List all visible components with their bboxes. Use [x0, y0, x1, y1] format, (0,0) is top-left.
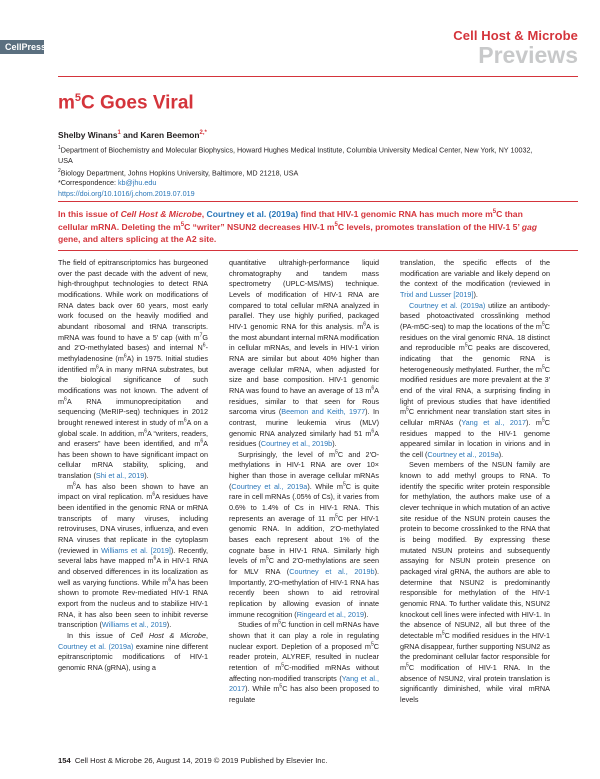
journal-header	[453, 28, 578, 69]
authors: Shelby Winans$^1$ and Karen Beemon$^{2,*}$	[58, 130, 207, 140]
affiliations	[58, 143, 548, 199]
abstract-top-rule	[58, 201, 578, 202]
affiliation-1: $^1$Department of Biochemistry and Molecular Biophysics, Howard Hughes Medical Institute, Columbia University Medical Center, New York, NY 10032, USA	[58, 145, 533, 165]
header-rule	[58, 76, 578, 77]
doi-link[interactable]: https://doi.org/10.1016/j.chom.2019.07.019	[58, 188, 195, 198]
affiliation-2: $^2$Biology Department, Johns Hopkins University, Baltimore, MD 21218, USA	[58, 167, 299, 178]
body-column-3: translation, the specific effects of the modification are variable and likely depend on the context of the modification (reviewed in Trixl and Lusser [2019]). Courtney et al. (2019a) utilize an antibody-based photoactivated crosslinking method (PA-m5C-seq) to map the locations of the $m^5C$ residues on the viral genomic RNA. 18 distinct and reproducible $m^5C$ peaks are discovered, indicating that the genomic RNA is heterogeneously methylated. Further, the $m^5C$ modified residues are more prevalent at the 3′ end of the viral RNA, a surprising finding in light of previous studies that have identified $m^5C$ enrichment near translation start sites in cellular mRNAs (Yang et al., 2017). $m^5C$ residues mapped to the HIV-1 genome appeared similar in location in virions and in the cell (Courtney et al., 2019a). Seven members of the NSUN family are known to add methyl groups to RNA. To identify the specific writer protein responsible for methylation, the authors make use of a clever technique in which mutation of an active site residue of the NSUN protein causes the protein to become crosslinked to the RNA that is being modified. By expressing these mutated NSUN proteins and subsequently assaying for NSUN protein presence on packaged viral gRNA, the authors are able to determine that NSUN2 is predominantly responsible for methylation of the HIV-1 genomic RNA. To further validate this, NSUN2 knockout cell lines were infected with HIV-1. In the absence of NSUN2, all but three of the detectable $m^5C$ modified residues in the HIV-1 gRNA disappear, further supporting NSUN2 as the predominant cellular factor responsible for $m^5C$ modification of HIV-1 RNA. In the absence of NSUN2, viral protein translation is significantly diminished, while viral mRNA levels	[400, 258, 551, 704]
body-column-1: The field of epitranscriptomics has burgeoned over the past decade with the advent of new, high-throughput technologies to detect RNA modifications. While work on modifications of RNA dates back over 60 years, most early work focused on the heavily modified and abundant ribosomal and tRNA transcripts. mRNA was found to have a 5′ cap (with $m^7G$ and 2′O-methylated bases) and internal $N^6$-methyladenosine $(m^6A)$ in 1975. Initial studies identified $m^6A$ in many mRNA substrates, but the biological significance of such modifications was not known. The advent of $m^6A$ RNA immunoprecipitation and sequencing (MeRIP-seq) techniques in 2012 brought renewed interest in study of $m^6A$ on a global scale. In addition, $m^6A$ “writers, readers, and erasers” have been identified, and $m^6A$ has been shown to have significant impact on cellular mRNA stability, splicing, and translation (Shi et al., 2019). $m^6A$ has also been shown to have an impact on viral replication. $m^6A$ residues have been identified in the genomic RNA or mRNA transcripts of many viruses, including retroviruses, DNA viruses, influenza, and even RNA viruses that replicate in the cytoplasm (reviewed in Williams et al. [2019]). Recently, several labs have mapped $m^6A$ in HIV-1 RNA and observed differences in its localization as well as varying functions. While $m^6A$ has been shown to promote Rev-mediated HIV-1 RNA export from the nucleus and to stabilize HIV-1 RNA, it has also been seen to inhibit reverse transcription (Williams et al., 2019). In this issue of Cell Host & Microbe, Courtney et al. (2019a) examine nine different epitranscriptomic modifications of HIV-1 genomic RNA (gRNA), using a	[58, 258, 209, 672]
journal-name: Cell Host & Microbe	[453, 28, 578, 43]
footer-citation: Cell Host & Microbe 26, August 14, 2019 © 2019 Published by Elsevier Inc.	[74, 756, 328, 765]
page-number: 154	[58, 756, 71, 765]
article-title: $m^5C$ Goes Viral	[58, 92, 194, 114]
body-column-2: quantitative ultrahigh-performance liquid chromatography and tandem mass spectrometry (UPLC-MS/MS) technique. Levels of modification of HIV-1 RNA are compared to total cellular mRNA analyzed in parallel. They use highly purified, packaged HIV-1 genomic RNA for this analysis. $m^6A$ is the most abundant internal mRNA modification in cellular mRNAs, and levels in HIV-1 virion RNA are similar but about 40% higher than average cellular mRNA, when adjusted for size and base composition. HIV-1 genomic RNA was found to have an average of 13 $m^6A$ residues, similar to that seen for Rous sarcoma virus (Beemon and Keith, 1977). In contrast, murine leukemia virus (MLV) genomic RNA analyzed similarly had 51 $m^6A$ residues (Courtney et al., 2019b). Surprisingly, the level of $m^5C$ and 2′O-methylations in HIV-1 RNA are over 10× higher than those in average cellular mRNAs (Courtney et al., 2019a). While $m^5C$ is quite rare in cell mRNAs (.05% of Cs), it varies from 0.6% to 1.4% of Cs in HIV-1 RNA. This represents an average of 11 $m^5C$ per HIV-1 genomic RNA. In addition, 2′O-methylated bases each represent about 1% of the cognate base in HIV-1 RNA. Similarly high levels of $m^5C$ and 2′O-methylations are seen for MLV RNA (Courtney et al., 2019b). Importantly, 2′O-methylation of HIV-1 RNA has recently been shown to aid retroviral replication by allowing evasion of innate immune recognition (Ringeard et al., 2019). Studies of $m^5C$ function in cell mRNAs have shown that it can play a role in regulating nuclear export. Depletion of a proposed $m^5C$ reader protein, ALYREF, resulted in nuclear retention of $m^5C$-modified mRNAs without affecting non-modified transcripts (Yang et al., 2017). While $m^5C$ has also been proposed to regulate	[229, 258, 380, 704]
logo-text: CellPress	[5, 42, 47, 52]
page-footer	[58, 756, 327, 765]
section-name: Previews	[478, 42, 578, 68]
email-link[interactable]: kb@jhu.edu	[117, 178, 157, 188]
cellpress-logo	[0, 40, 47, 54]
correspondence: *Correspondence: kb@jhu.edu	[58, 178, 157, 188]
abstract-bottom-rule	[58, 250, 578, 251]
abstract: In this issue of Cell Host & Microbe, Courtney et al. (2019a) find that HIV-1 genomic RNA has much more $m^5C$ than cellular mRNA. Deleting the $m^5C$ “writer” NSUN2 decreases HIV-1 $m^5C$ levels, promotes translation of the HIV-1 5’ gag gene, and alters splicing at the A2 site.	[58, 208, 538, 244]
